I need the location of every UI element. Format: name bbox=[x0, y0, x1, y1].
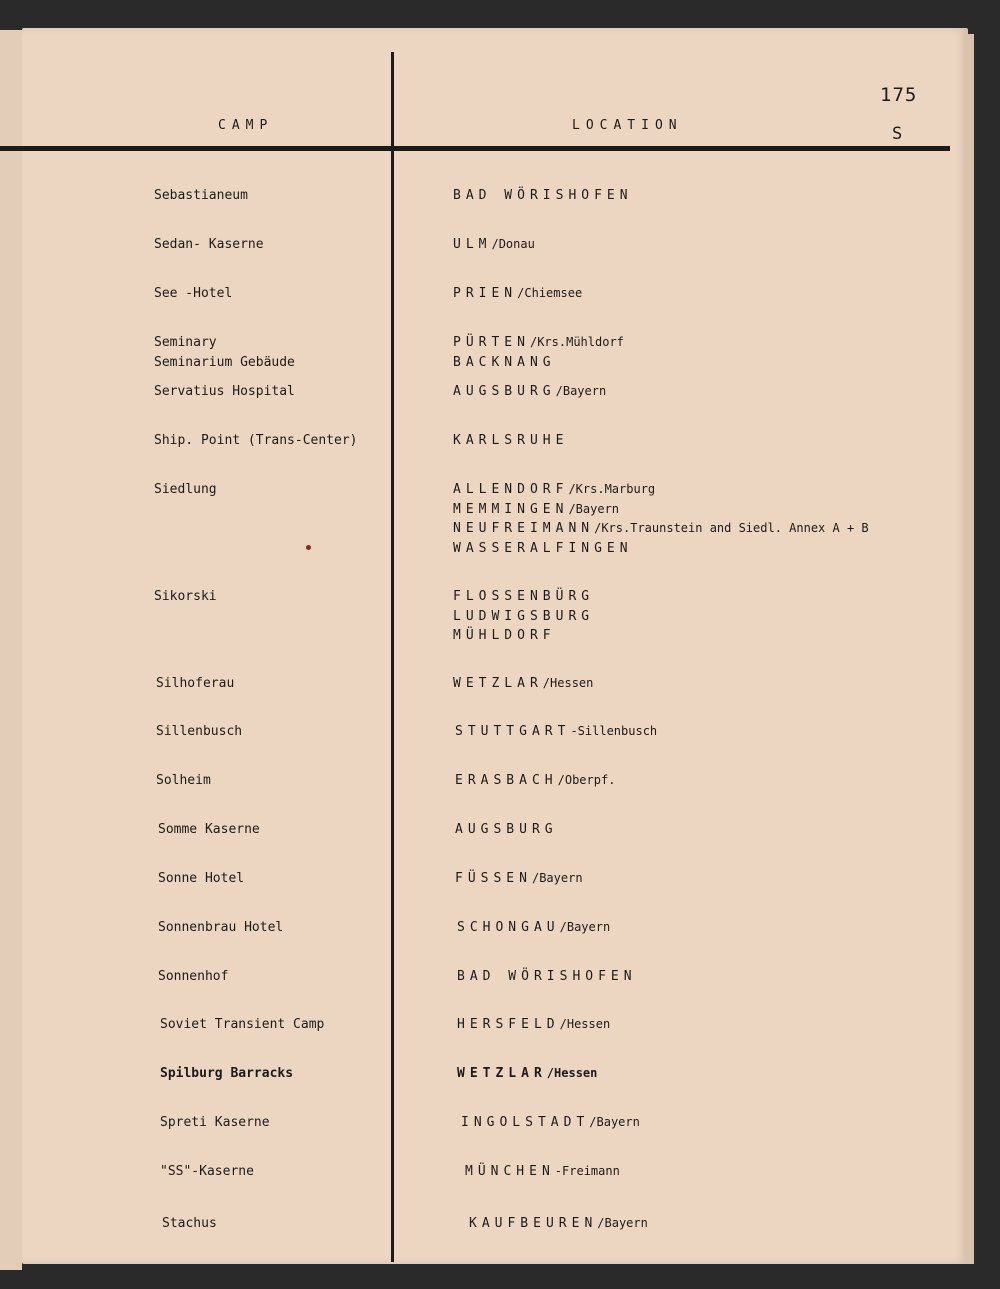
location-line bbox=[457, 1064, 597, 1084]
location-suffix: /Hessen bbox=[546, 1066, 598, 1080]
location-suffix: -Freimann bbox=[554, 1164, 620, 1178]
location-suffix: /Hessen bbox=[542, 676, 594, 690]
camp-name-line: Seminary bbox=[154, 335, 217, 350]
camp-name bbox=[154, 284, 232, 304]
location-suffix: /Krs.Mühldorf bbox=[529, 335, 624, 349]
location-city: WETZLAR bbox=[453, 676, 543, 691]
camp-name-line: Sebastianeum bbox=[154, 188, 248, 203]
location-line bbox=[455, 869, 583, 889]
camp-name-line: Sonnenbrau Hotel bbox=[158, 920, 284, 935]
location-entry bbox=[457, 1015, 610, 1035]
location-line bbox=[455, 771, 615, 791]
ink-speck bbox=[306, 545, 311, 550]
location-line bbox=[453, 539, 869, 559]
location-entry bbox=[457, 1064, 597, 1084]
location-city: MÜHLDORF bbox=[453, 628, 556, 643]
location-line bbox=[455, 722, 657, 742]
camp-name-line: Somme Kaserne bbox=[158, 822, 260, 837]
location-entry bbox=[455, 771, 615, 791]
location-line bbox=[453, 626, 594, 646]
location-city: SCHONGAU bbox=[457, 920, 560, 935]
location-suffix: /Bayern bbox=[568, 501, 620, 516]
header-rule bbox=[0, 146, 950, 151]
location-city: BAD WÖRISHOFEN bbox=[453, 188, 633, 203]
location-city: NEUFREIMANN bbox=[453, 521, 595, 536]
location-line bbox=[457, 918, 610, 938]
location-entry bbox=[453, 431, 568, 451]
location-city: FLOSSENBÜRG bbox=[453, 589, 595, 604]
location-line bbox=[469, 1214, 648, 1234]
location-line bbox=[453, 382, 606, 402]
camp-name-line: Sikorski bbox=[154, 589, 217, 604]
location-line bbox=[453, 431, 568, 451]
location-suffix: /Bayern bbox=[589, 1115, 640, 1129]
camp-name-line: Siedlung bbox=[154, 482, 217, 497]
location-line bbox=[453, 519, 869, 539]
location-entry bbox=[453, 674, 593, 694]
camp-name-line: Servatius Hospital bbox=[154, 384, 295, 399]
location-suffix: /Hessen bbox=[559, 1017, 611, 1031]
camp-name-line: "SS"-Kaserne bbox=[160, 1164, 254, 1179]
location-entry bbox=[455, 869, 583, 889]
location-line bbox=[453, 284, 582, 304]
location-line bbox=[453, 500, 869, 520]
location-line bbox=[455, 820, 558, 840]
page-number: 175 bbox=[880, 84, 918, 106]
location-line bbox=[453, 674, 593, 694]
camp-name-line: Spreti Kaserne bbox=[160, 1115, 270, 1130]
location-entry bbox=[453, 480, 869, 558]
camp-name bbox=[158, 869, 244, 889]
camp-name bbox=[158, 820, 260, 840]
location-entry bbox=[455, 722, 657, 742]
camp-name-line: Seminarium Gebäude bbox=[154, 354, 295, 370]
location-line bbox=[457, 967, 637, 987]
location-suffix: /Bayern bbox=[531, 871, 583, 885]
location-suffix: /Bayern bbox=[559, 920, 611, 934]
location-city: STUTTGART bbox=[455, 724, 571, 739]
camp-name bbox=[154, 333, 295, 372]
facing-page-edge bbox=[0, 30, 22, 1270]
location-entry bbox=[457, 918, 610, 938]
location-line bbox=[461, 1113, 640, 1133]
camp-name-line: Ship. Point (Trans-Center) bbox=[154, 433, 358, 448]
column-divider bbox=[391, 52, 394, 1262]
location-suffix: -Sillenbusch bbox=[570, 724, 658, 738]
location-line bbox=[453, 235, 535, 255]
location-entry bbox=[453, 235, 535, 255]
location-city: KAUFBEUREN bbox=[469, 1216, 598, 1231]
location-suffix: /Donau bbox=[491, 237, 535, 251]
location-city: ALLENDORF bbox=[453, 482, 569, 497]
page-stack-edge bbox=[966, 34, 974, 1264]
location-city: INGOLSTADT bbox=[461, 1115, 590, 1130]
camp-name-line: Sillenbusch bbox=[156, 724, 243, 739]
camp-name bbox=[154, 235, 264, 255]
camp-name-line: Silhoferau bbox=[156, 676, 235, 691]
camp-name bbox=[156, 771, 211, 791]
location-city: WASSERALFINGEN bbox=[453, 540, 633, 556]
location-city: MEMMINGEN bbox=[453, 501, 569, 517]
section-letter: S bbox=[892, 124, 903, 144]
location-entry bbox=[453, 587, 594, 646]
location-city: ULM bbox=[453, 237, 492, 252]
location-entry bbox=[457, 967, 637, 987]
location-entry bbox=[453, 333, 624, 372]
camp-name bbox=[154, 480, 217, 500]
location-suffix: /Bayern bbox=[555, 384, 607, 398]
location-entry bbox=[465, 1162, 620, 1182]
camp-name bbox=[154, 431, 358, 451]
location-suffix: /Krs.Traunstein and Siedl. Annex A + B bbox=[594, 521, 869, 535]
location-suffix: /Bayern bbox=[597, 1216, 648, 1230]
location-city: LUDWIGSBURG bbox=[453, 608, 595, 624]
camp-name bbox=[158, 918, 283, 938]
camp-name-line: Sonnenhof bbox=[158, 969, 229, 984]
location-city: AUGSBURG bbox=[453, 384, 556, 399]
camp-name bbox=[160, 1113, 270, 1133]
camp-name-line: Soviet Transient Camp bbox=[160, 1017, 325, 1032]
camp-name bbox=[156, 722, 242, 742]
camp-name-line: Spilburg Barracks bbox=[160, 1066, 294, 1081]
location-line bbox=[453, 480, 869, 500]
location-entry bbox=[453, 284, 582, 304]
location-city: KARLSRUHE bbox=[453, 433, 569, 448]
location-entry bbox=[455, 820, 558, 840]
location-city: AUGSBURG bbox=[455, 822, 558, 837]
location-city: HERSFELD bbox=[457, 1017, 560, 1032]
camp-name bbox=[160, 1162, 254, 1182]
location-city: PRIEN bbox=[453, 286, 518, 301]
location-suffix: /Chiemsee bbox=[517, 286, 583, 300]
location-city: ERASBACH bbox=[455, 773, 558, 788]
camp-name-line: See -Hotel bbox=[154, 286, 233, 301]
location-line bbox=[453, 333, 624, 353]
camp-name-line: Stachus bbox=[162, 1216, 217, 1231]
camp-name-line: Solheim bbox=[156, 773, 211, 788]
camp-name bbox=[154, 382, 295, 402]
location-entry bbox=[453, 382, 606, 402]
location-city: BAD WÖRISHOFEN bbox=[457, 969, 637, 984]
location-city: WETZLAR bbox=[457, 1066, 547, 1081]
location-line bbox=[453, 353, 624, 373]
location-entry bbox=[453, 186, 633, 206]
location-line bbox=[453, 587, 594, 607]
camp-name bbox=[160, 1064, 293, 1084]
camp-name bbox=[158, 967, 228, 987]
location-line bbox=[453, 186, 633, 206]
location-city: FÜSSEN bbox=[455, 871, 532, 886]
camp-name bbox=[160, 1015, 324, 1035]
camp-column-header: CAMP bbox=[218, 118, 274, 133]
location-suffix: /Oberpf. bbox=[557, 773, 616, 787]
location-line bbox=[453, 607, 594, 627]
camp-name bbox=[154, 587, 217, 607]
location-line bbox=[465, 1162, 620, 1182]
location-entry bbox=[461, 1113, 640, 1133]
location-entry bbox=[469, 1214, 648, 1234]
location-column-header: LOCATION bbox=[572, 118, 683, 133]
camp-name bbox=[156, 674, 234, 694]
location-city: BACKNANG bbox=[453, 354, 556, 370]
location-city: PÜRTEN bbox=[453, 335, 530, 350]
camp-name-line: Sonne Hotel bbox=[158, 871, 245, 886]
camp-name-line: Sedan- Kaserne bbox=[154, 237, 264, 252]
location-line bbox=[457, 1015, 610, 1035]
camp-name bbox=[162, 1214, 217, 1234]
camp-name bbox=[154, 186, 248, 206]
location-city: MÜNCHEN bbox=[465, 1164, 555, 1179]
location-suffix: /Krs.Marburg bbox=[568, 482, 656, 496]
